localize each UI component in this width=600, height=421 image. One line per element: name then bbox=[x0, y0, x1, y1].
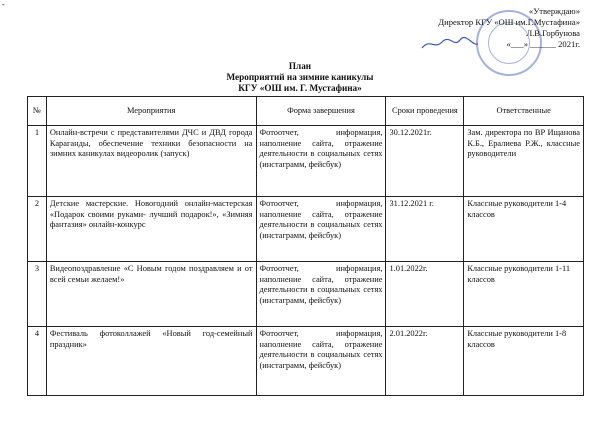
approval-block bbox=[370, 6, 580, 50]
row-responsible: Зам. директора по ВР Ищанова К.Б., Ералиева Р.Ж., классные руководители bbox=[464, 126, 584, 197]
table-row bbox=[28, 126, 584, 197]
events-table bbox=[27, 96, 584, 396]
row-date: 30.12.2021г. bbox=[386, 126, 464, 197]
title-line-1: План bbox=[288, 61, 312, 71]
header-events: Мероприятия bbox=[46, 97, 256, 126]
document-title bbox=[0, 61, 600, 94]
table-row bbox=[28, 197, 584, 262]
header-form: Форма завершения bbox=[256, 97, 386, 126]
row-form: Фотоотчет, информация, наполнение сайта, отражение деятельности в социальных сетях (инстаграмм, фейсбук) bbox=[256, 327, 386, 396]
row-form: Фотоотчет, информация, наполнение сайта, отражение деятельности в социальных сетях (инстаграмм, фейсбук) bbox=[256, 197, 386, 262]
row-number: 4 bbox=[28, 327, 47, 396]
row-event: Видеопоздравление «С Новым годом поздравляем и от всей семьи желаем!» bbox=[46, 262, 256, 327]
table-row bbox=[28, 262, 584, 327]
table-row bbox=[28, 327, 584, 396]
row-responsible: Классные руководители 1-4 классов bbox=[464, 197, 584, 262]
row-date: 31.12.2021 г. bbox=[386, 197, 464, 262]
header-number: № bbox=[28, 97, 47, 126]
title-line-3: КГУ «ОШ им. Г. Мустафина» bbox=[238, 83, 362, 93]
table-header-row bbox=[28, 97, 584, 126]
approval-date: «___» ______ 2021г. bbox=[506, 39, 580, 49]
title-line-2: Мероприятий на зимние каникулы bbox=[226, 72, 374, 82]
approval-heading: «Утверждаю» bbox=[528, 6, 580, 16]
row-event: Фестиваль фотоколлажей «Новый год-семейный праздник» bbox=[46, 327, 256, 396]
row-event: Детские мастерские. Новогодний онлайн-мастерская «Подарок своими руками- лучший подарок!», «Зимняя фантазия» онлайн-конкурс bbox=[46, 197, 256, 262]
row-number: 1 bbox=[28, 126, 47, 197]
row-date: 1.01.2022г. bbox=[386, 262, 464, 327]
row-form: Фотоотчет, информация, наполнение сайта, отражение деятельности в социальных сетях (инстаграмм, фейсбук) bbox=[256, 126, 386, 197]
row-responsible: Классные руководители 1-11 классов bbox=[464, 262, 584, 327]
header-responsible: Ответственные bbox=[464, 97, 584, 126]
approval-director: Директор КГУ «ОШ им.Г.Мустафина» bbox=[438, 17, 580, 27]
row-date: 2.01.2022г. bbox=[386, 327, 464, 396]
approval-name: Л.В.Горбунова bbox=[526, 28, 580, 38]
row-form: Фотоотчет, информация, наполнение сайта, отражение деятельности в социальных сетях (инстаграмм, фейсбук) bbox=[256, 262, 386, 327]
corner-mark: - bbox=[2, 0, 5, 9]
row-number: 2 bbox=[28, 197, 47, 262]
row-number: 3 bbox=[28, 262, 47, 327]
header-dates: Сроки проведения bbox=[386, 97, 464, 126]
row-responsible: Классные руководители 1-8 классов bbox=[464, 327, 584, 396]
row-event: Онлайн-встречи с представителями ДЧС и ДВД города Караганды, обеспечение техники безопасности на зимних каникулах видеоролик (запуск) bbox=[46, 126, 256, 197]
